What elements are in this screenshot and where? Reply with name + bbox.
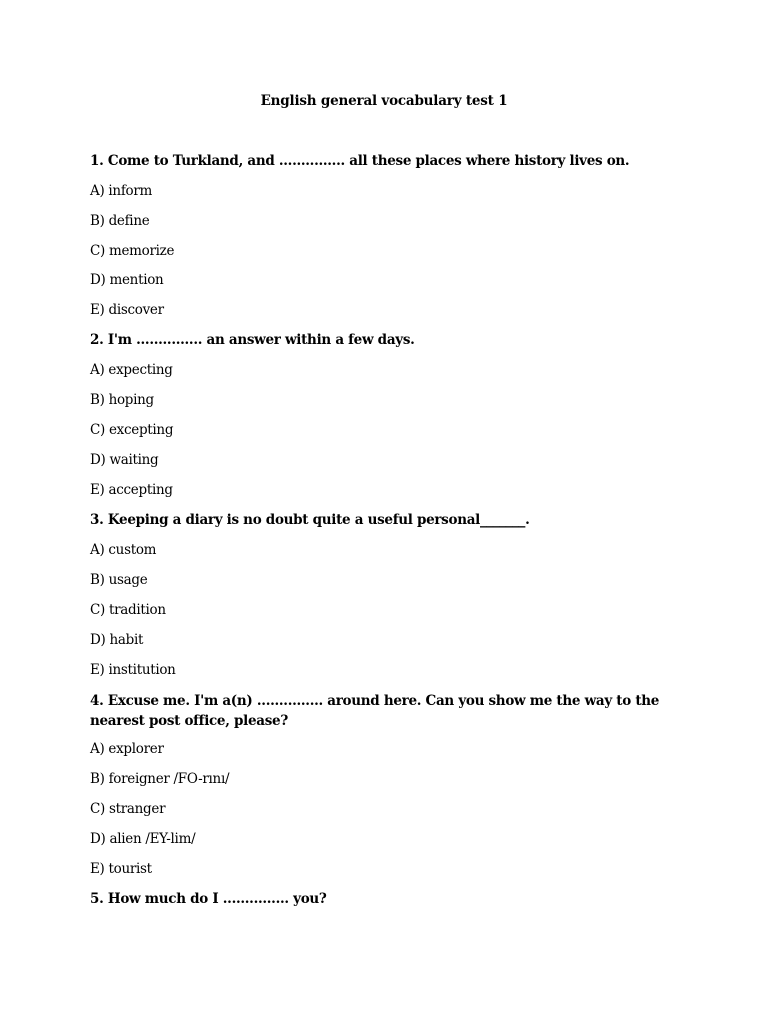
question-1-option-c: C) memorize [90,243,175,259]
question-5: 5. How much do I ............... you? [90,891,327,907]
question-4-option-d: D) alien /EY-lim/ [90,831,196,847]
question-3-option-c: C) tradition [90,602,166,618]
question-1: 1. Come to Turkland, and ............... all these places where history lives on. [90,153,630,169]
question-4-option-c: C) stranger [90,801,166,817]
question-2-option-c: C) excepting [90,422,174,438]
question-4-option-e: E) tourist [90,861,152,877]
question-1-option-a: A) inform [90,183,152,199]
question-3-option-d: D) habit [90,632,144,648]
question-4-option-a: A) explorer [90,741,164,757]
question-3-option-e: E) institution [90,662,176,678]
question-4: 4. Excuse me. I'm a(n) ............... around here. Can you show me the way to the nearest post office, please? [90,693,660,729]
document-title: English general vocabulary test 1 [260,93,508,109]
question-1-option-d: D) mention [90,272,164,288]
question-1-option-e: E) discover [90,302,164,318]
question-2-option-b: B) hoping [90,392,154,408]
question-1-option-b: B) define [90,213,150,229]
question-3-option-b: B) usage [90,572,148,588]
question-3-option-a: A) custom [90,542,157,558]
question-3: 3. Keeping a diary is no doubt quite a useful personal_______. [90,512,530,528]
question-2: 2. I'm ............... an answer within a few days. [90,332,415,348]
question-2-option-d: D) waiting [90,452,159,468]
question-4-option-b: B) foreigner /FO-rını/ [90,771,230,787]
question-2-option-e: E) accepting [90,482,173,498]
question-2-option-a: A) expecting [90,362,173,378]
